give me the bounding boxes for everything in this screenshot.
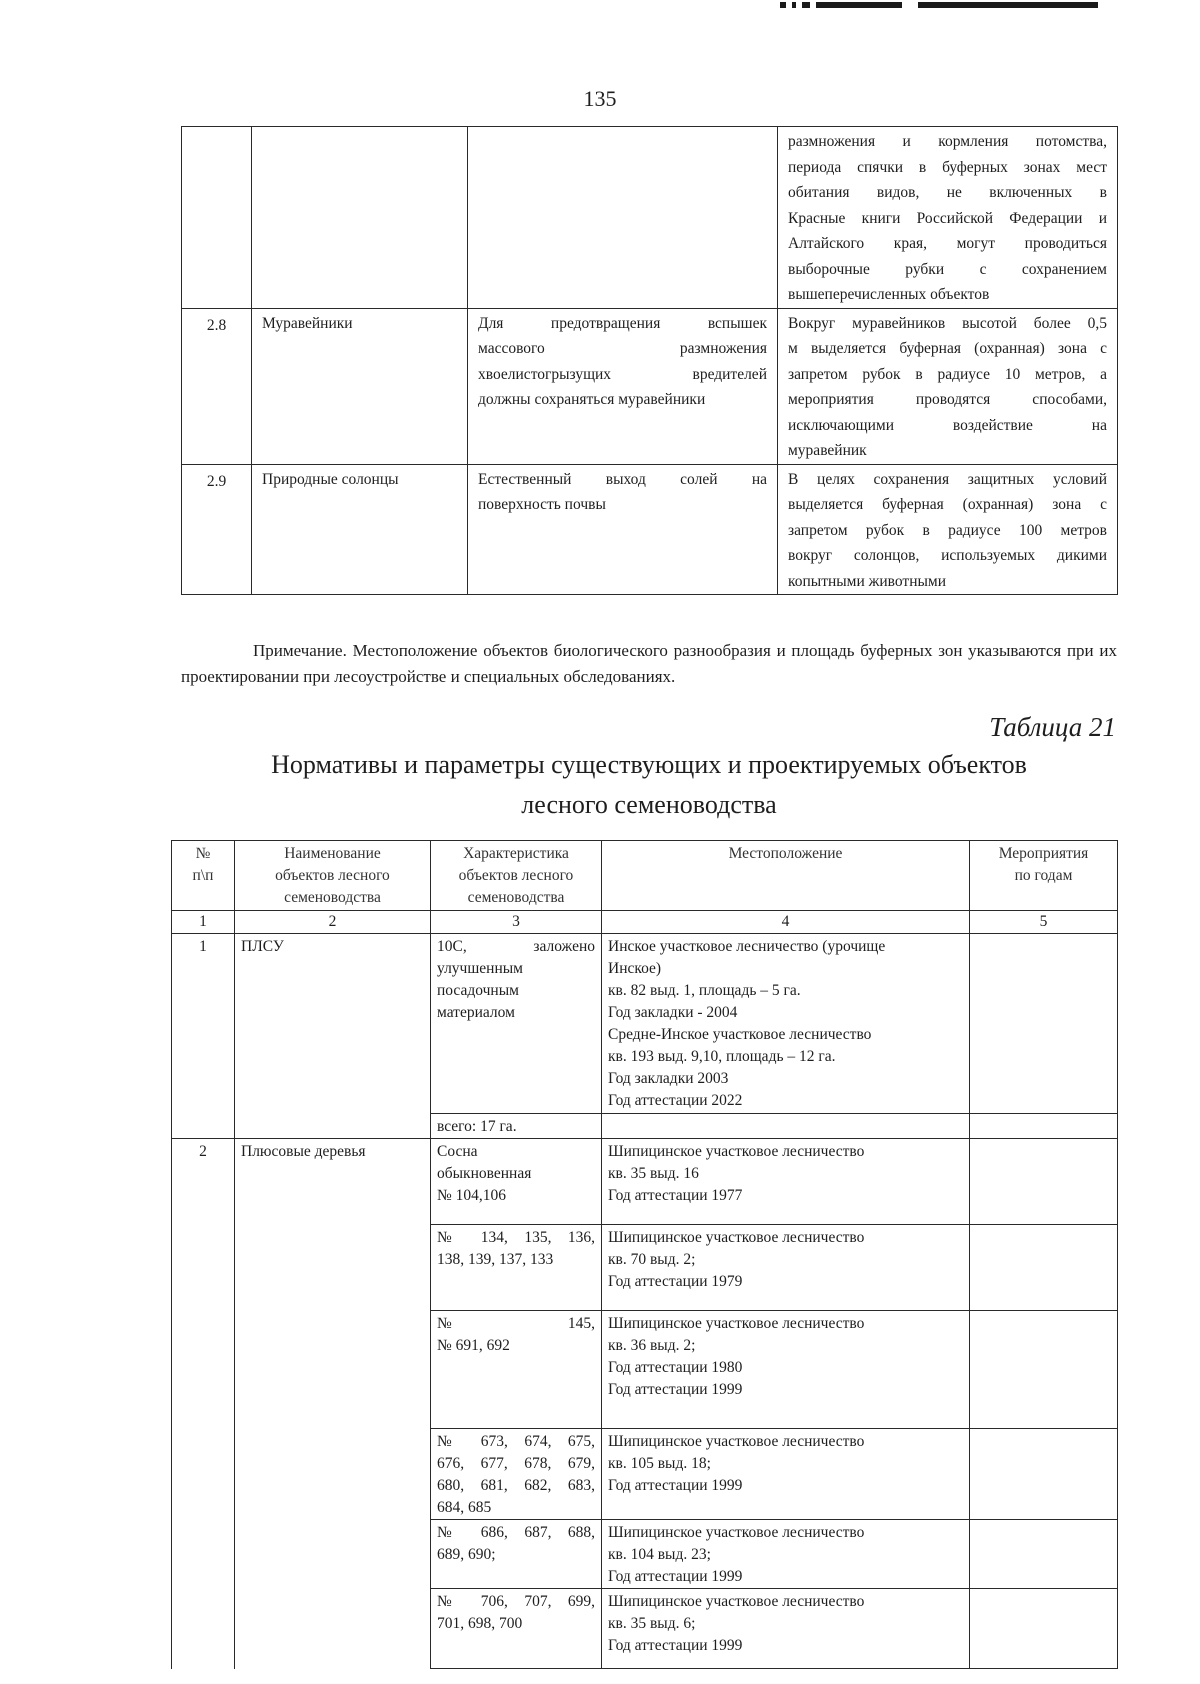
header-line: Мероприятия (998, 845, 1089, 862)
header-name (235, 841, 431, 911)
characteristic-line: № 145, (437, 1315, 595, 1332)
reason-line: поверхность почвы (478, 496, 606, 513)
object-measures (778, 127, 1118, 309)
table-20-continuation (181, 126, 1118, 595)
location-line: кв. 104 выд. 23; (608, 1546, 711, 1563)
colnum-4: 4 (602, 911, 970, 934)
location-line: Инское участковое лесничество (урочище (608, 938, 886, 955)
reason-line: Для предотвращения вспышек (478, 314, 767, 332)
table-21-header-row (172, 841, 1118, 911)
object-measures (970, 1589, 1118, 1669)
object-measures (778, 464, 1118, 595)
measure-line: запретом рубок в радиусе 10 метров, а (788, 365, 1107, 383)
row-number: 1 (172, 934, 235, 1114)
measure-line: исключающими воздействие на (788, 416, 1107, 434)
header-line: Характеристика (463, 845, 569, 862)
object-location (602, 1139, 970, 1225)
measure-line: мероприятия проводятся способами, (788, 391, 1107, 408)
characteristic-line: № 691, 692 (437, 1337, 510, 1354)
object-measures (970, 1311, 1118, 1429)
object-reason (468, 127, 778, 309)
table-21-row (172, 1429, 1118, 1520)
object-characteristic (431, 1139, 602, 1225)
object-reason (468, 464, 778, 595)
characteristic-line: Сосна (437, 1143, 478, 1160)
measure-line: периода спячки в буферных зонах мест (788, 158, 1107, 176)
object-location (602, 1114, 970, 1139)
header-line: № (195, 845, 211, 862)
location-line: кв. 35 выд. 16 (608, 1165, 699, 1182)
header-measures (970, 841, 1118, 911)
location-line: Шипицинское участковое лесничество (608, 1229, 865, 1246)
table-21-title-line-1: Нормативы и параметры существующих и проектируемых объектов (271, 750, 1027, 779)
object-name: Природные солонцы (252, 464, 468, 595)
object-reason (468, 308, 778, 464)
measure-line: запретом рубок в радиусе 100 метров (788, 521, 1107, 539)
reason-line: Естественный выход солей на (478, 470, 767, 488)
object-name: Плюсовые деревья (235, 1139, 431, 1225)
object-name: ПЛСУ (235, 934, 431, 1114)
measure-line: размножения и кормления потомства, (788, 133, 1107, 150)
location-line: Шипицинское участковое лесничество (608, 1143, 865, 1160)
colnum-2: 2 (235, 911, 431, 934)
table-21-row (172, 1311, 1118, 1429)
characteristic-line: № 706, 707, 699, (437, 1593, 595, 1610)
object-measures (970, 1114, 1118, 1139)
object-characteristic (431, 1520, 602, 1589)
location-line: Год аттестации 2022 (608, 1092, 743, 1109)
table-20-row (182, 127, 1118, 309)
object-measures (970, 934, 1118, 1114)
header-line: по годам (1014, 867, 1073, 884)
object-location (602, 1520, 970, 1589)
reason-line: массового размножения (478, 340, 767, 357)
measure-line: копытными животными (788, 572, 947, 590)
characteristic-line: посадочным (437, 982, 519, 999)
characteristic-line: всего: 17 га. (437, 1118, 517, 1135)
location-line: кв. 35 выд. 6; (608, 1615, 696, 1632)
object-location (602, 1429, 970, 1520)
measure-line: м выделяется буферная (охранная) зона с (788, 340, 1107, 357)
header-line: семеноводства (284, 889, 381, 906)
colnum-1: 1 (172, 911, 235, 934)
measure-line: обитания видов, не включенных в (788, 184, 1107, 201)
characteristic-line: 10С, заложено (437, 938, 595, 955)
header-line: Наименование (284, 845, 381, 862)
location-line: кв. 105 выд. 18; (608, 1455, 711, 1472)
characteristic-line: 138, 139, 137, 133 (437, 1251, 554, 1268)
table-21-row (172, 1589, 1118, 1669)
object-location (602, 1589, 970, 1669)
measure-line: вышеперечисленных объектов (788, 286, 990, 303)
row-number (172, 1114, 235, 1139)
reason-line: хвоелистогрызущих вредителей (478, 365, 767, 383)
location-line: кв. 193 выд. 9,10, площадь – 12 га. (608, 1048, 836, 1065)
row-number: 2 (172, 1139, 235, 1225)
characteristic-line: 684, 685 (437, 1499, 492, 1516)
header-line: объектов лесного (458, 867, 574, 884)
location-line: Год закладки 2003 (608, 1070, 729, 1087)
location-line: кв. 36 выд. 2; (608, 1337, 696, 1354)
characteristic-line: обыкновенная (437, 1165, 532, 1182)
object-location (602, 1311, 970, 1429)
table-21 (171, 840, 1118, 1669)
object-name (235, 1311, 431, 1429)
row-number (172, 1589, 235, 1669)
location-line: кв. 82 выд. 1, площадь – 5 га. (608, 982, 801, 999)
object-name (235, 1225, 431, 1311)
location-line: Инское) (608, 960, 662, 977)
table-21-row (172, 1520, 1118, 1589)
row-number: 2.9 (182, 464, 252, 595)
location-line: Средне-Инское участковое лесничество (608, 1026, 872, 1043)
measure-line: выделяется буферная (охранная) зона с (788, 496, 1107, 513)
object-characteristic (431, 1225, 602, 1311)
location-line: Год аттестации 1999 (608, 1568, 743, 1585)
header-line: п\п (192, 867, 214, 884)
location-line: Год аттестации 1999 (608, 1477, 743, 1494)
location-line: Год аттестации 1977 (608, 1187, 743, 1204)
table-21-title (181, 745, 1117, 825)
characteristic-line: № 104,106 (437, 1187, 507, 1204)
table-20-row (182, 464, 1118, 595)
object-measures (970, 1139, 1118, 1225)
row-number (172, 1225, 235, 1311)
location-line: кв. 70 выд. 2; (608, 1251, 696, 1268)
characteristic-line: № 686, 687, 688, (437, 1524, 595, 1541)
location-line: Год аттестации 1979 (608, 1273, 743, 1290)
scan-header-marks (780, 0, 1120, 10)
location-line: Год аттестации 1980 (608, 1359, 743, 1376)
table-21-row (172, 1225, 1118, 1311)
characteristic-line: 680, 681, 682, 683, (437, 1477, 595, 1494)
location-line: Шипицинское участковое лесничество (608, 1315, 865, 1332)
row-number (172, 1520, 235, 1589)
colnum-3: 3 (431, 911, 602, 934)
note-paragraph: Примечание. Местоположение объектов биологического разнообразия и площадь буферных зон указываются при их проектировании при лесоустройстве и специальных обследованиях. (181, 641, 1117, 686)
colnum-5: 5 (970, 911, 1118, 934)
row-number (182, 127, 252, 309)
object-characteristic (431, 1114, 602, 1139)
characteristic-line: 676, 677, 678, 679, (437, 1455, 595, 1472)
measure-line: муравейник (788, 442, 867, 459)
measure-line: Красные книги Российской Федерации и (788, 209, 1107, 227)
table-21-row (172, 1139, 1118, 1225)
characteristic-line: 689, 690; (437, 1546, 496, 1563)
location-line: Шипицинское участковое лесничество (608, 1433, 865, 1450)
object-measures (970, 1429, 1118, 1520)
row-number (172, 1429, 235, 1520)
object-characteristic (431, 1589, 602, 1669)
characteristic-line: 701, 698, 700 (437, 1615, 523, 1632)
table-21-column-numbers-row (172, 911, 1118, 934)
table-21-title-line-2: лесного семеноводства (521, 790, 777, 819)
measure-line: Вокруг муравейников высотой более 0,5 (788, 314, 1107, 332)
measure-line: Алтайского края, могут проводиться (788, 235, 1107, 252)
row-number (172, 1311, 235, 1429)
object-name: Муравейники (252, 308, 468, 464)
location-line: Год аттестации 1999 (608, 1637, 743, 1654)
location-line: Шипицинское участковое лесничество (608, 1593, 865, 1610)
reason-line: должны сохраняться муравейники (478, 391, 706, 408)
table-20-row (182, 308, 1118, 464)
object-characteristic (431, 1429, 602, 1520)
header-line: объектов лесного (275, 867, 390, 884)
characteristic-line: № 673, 674, 675, (437, 1433, 595, 1450)
object-characteristic (431, 1311, 602, 1429)
measure-line: выборочные рубки с сохранением (788, 260, 1107, 278)
page-number: 135 (583, 86, 617, 111)
header-characteristic (431, 841, 602, 911)
object-characteristic (431, 934, 602, 1114)
object-name (235, 1429, 431, 1520)
header-line: семеноводства (467, 889, 565, 906)
header-location (602, 841, 970, 911)
object-name (252, 127, 468, 309)
characteristic-line: № 134, 135, 136, (437, 1229, 595, 1246)
header-line: Местоположение (728, 845, 843, 862)
object-location (602, 934, 970, 1114)
object-location (602, 1225, 970, 1311)
measure-line: В целях сохранения защитных условий (788, 470, 1107, 488)
characteristic-line: материалом (437, 1004, 515, 1021)
object-measures (970, 1520, 1118, 1589)
object-measures (778, 308, 1118, 464)
table-21-label: Таблица 21 (989, 712, 1116, 742)
row-number: 2.8 (182, 308, 252, 464)
table-21-row (172, 1114, 1118, 1139)
characteristic-line: улучшенным (437, 960, 523, 977)
location-line: Год аттестации 1999 (608, 1381, 743, 1398)
measure-line: вокруг солонцов, используемых дикими (788, 547, 1107, 564)
object-measures (970, 1225, 1118, 1311)
object-name (235, 1114, 431, 1139)
object-name (235, 1520, 431, 1589)
table-21-row (172, 934, 1118, 1114)
object-name (235, 1589, 431, 1669)
location-line: Шипицинское участковое лесничество (608, 1524, 865, 1541)
location-line: Год закладки - 2004 (608, 1004, 738, 1021)
header-num (172, 841, 235, 911)
